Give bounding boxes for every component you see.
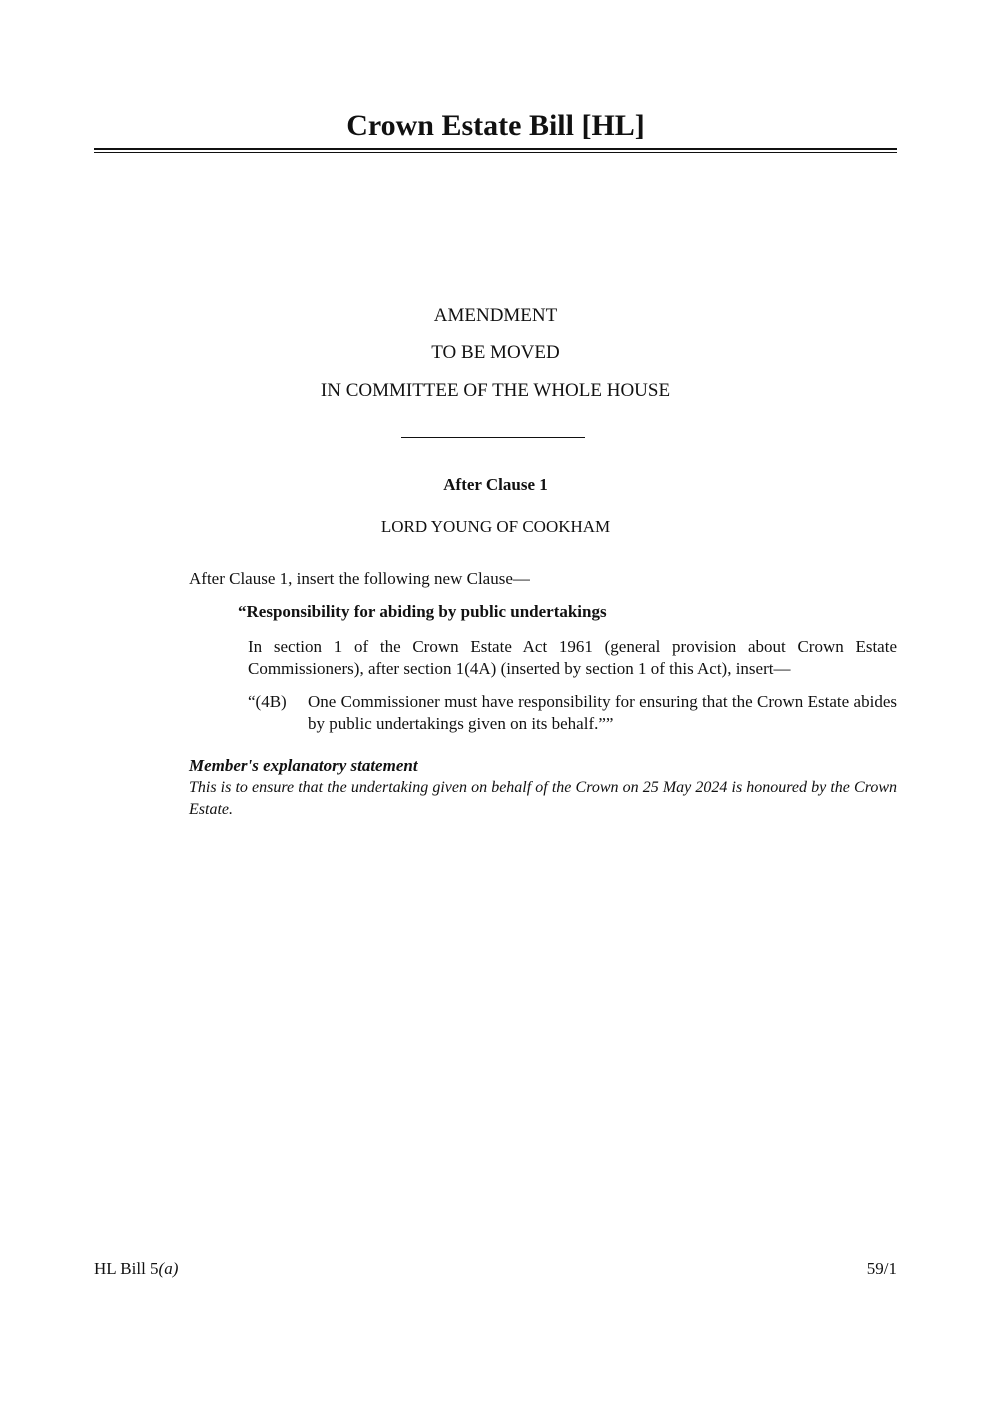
clause-body: In section 1 of the Crown Estate Act 1961 (general provision about Crown Estate Commissioners), after section 1(4A) (inserted by section 1 of this Act), insert— [248, 637, 897, 678]
bill-suffix: (a) [158, 1259, 179, 1278]
bill-reference [94, 1258, 178, 1280]
explanatory-heading: Member's explanatory statement [189, 756, 418, 775]
new-clause-title: “Responsibility for abiding by public undertakings [238, 602, 607, 621]
subsection-text: One Commissioner must have responsibility for ensuring that the Crown Estate abides by public undertakings given on its behalf.”” [308, 692, 897, 733]
heading-committee: IN COMMITTEE OF THE WHOLE HOUSE [320, 380, 671, 401]
subsection-4b [248, 691, 897, 735]
page-reference: 59/1 [866, 1259, 897, 1278]
title-double-rule [94, 148, 897, 153]
explanatory-text: This is to ensure that the undertaking given on behalf of the Crown on 25 May 2024 is honoured by the Crown Estate. [189, 779, 897, 818]
document-title: Crown Estate Bill [HL] [346, 109, 645, 142]
heading-to-be-moved: TO BE MOVED [431, 342, 560, 363]
heading-amendment: AMENDMENT [433, 305, 558, 326]
clause-heading: After Clause 1 [443, 475, 548, 494]
subsection-number: “(4B) [248, 692, 287, 711]
bill-prefix: HL Bill 5 [94, 1259, 159, 1278]
amendment-intro: After Clause 1, insert the following new Clause— [189, 569, 530, 588]
proposer-name: LORD YOUNG OF COOKHAM [380, 517, 611, 536]
section-divider [401, 437, 585, 438]
